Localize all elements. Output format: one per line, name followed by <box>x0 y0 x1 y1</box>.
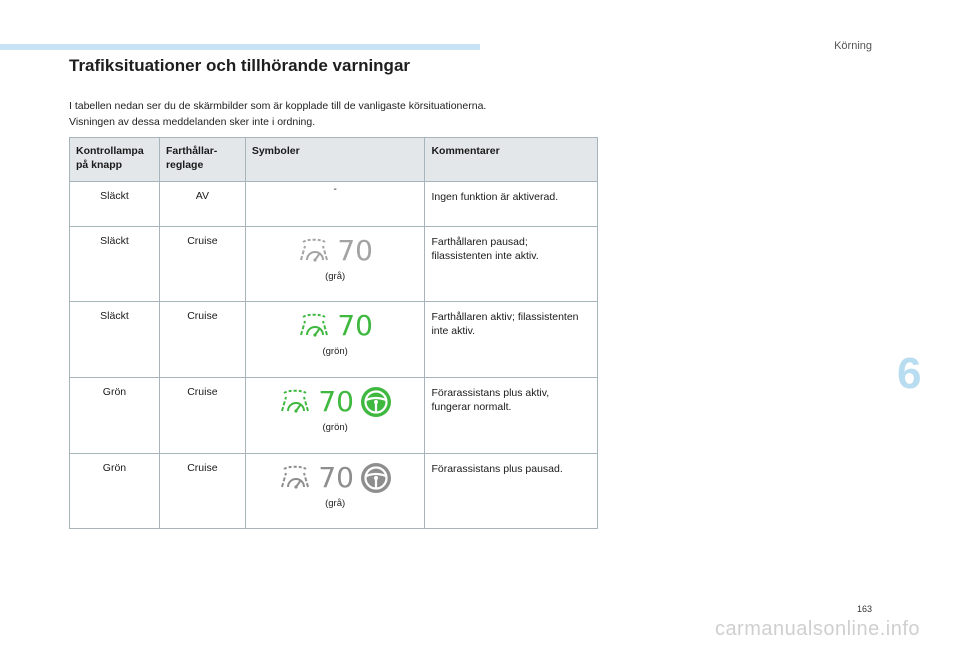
speed-value: 70 <box>318 461 354 494</box>
intro-line-2: Visningen av dessa meddelanden sker inte i ordning. <box>69 116 316 128</box>
cell-symbol <box>245 378 425 454</box>
cell-lamp: Släckt <box>70 182 160 227</box>
speedometer-icon <box>278 465 312 491</box>
speedometer-icon <box>278 389 312 415</box>
intro-text <box>69 98 629 130</box>
table-row <box>70 227 598 302</box>
header-control: Farthållar-reglage <box>159 138 245 182</box>
cell-lamp: Grön <box>70 454 160 529</box>
cell-comment: Farthållaren pausad; filassistenten inte aktiv. <box>425 227 598 302</box>
warnings-table <box>69 137 598 529</box>
speedometer-icon <box>297 238 331 264</box>
cell-control: Cruise <box>159 378 245 454</box>
cell-comment: Förarassistans plus aktiv, fungerar normalt. <box>425 378 598 454</box>
chapter-number: 6 <box>897 349 922 398</box>
table-row <box>70 378 598 454</box>
cell-lamp: Släckt <box>70 302 160 378</box>
color-caption: (grön) <box>322 422 348 433</box>
steering-wheel-icon <box>360 462 392 494</box>
header-lamp: Kontrollampa på knapp <box>70 138 160 182</box>
cell-lamp: Släckt <box>70 227 160 302</box>
footer-watermark-logo: carmanualsonline.info <box>714 618 920 640</box>
cell-comment: Farthållaren aktiv; filassistenten inte aktiv. <box>425 302 598 378</box>
color-caption: (grön) <box>322 346 348 357</box>
cell-comment: Förarassistans plus pausad. <box>425 454 598 529</box>
cell-symbol <box>245 454 425 529</box>
steering-wheel-icon <box>360 386 392 418</box>
speed-value: 70 <box>318 385 354 418</box>
cell-symbol <box>245 227 425 302</box>
intro-line-1: I tabellen nedan ser du de skärmbilder som är kopplade till de vanligaste körsituationerna. <box>69 100 487 112</box>
cell-comment: Ingen funktion är aktiverad. <box>425 182 598 227</box>
cell-control: Cruise <box>159 227 245 302</box>
table-row <box>70 302 598 378</box>
table-row <box>70 454 598 529</box>
cell-control: Cruise <box>159 454 245 529</box>
no-symbol-dash: - <box>333 184 337 195</box>
header-symbols: Symboler <box>245 138 425 182</box>
table-row <box>70 182 598 227</box>
cell-lamp: Grön <box>70 378 160 454</box>
table-header-row <box>70 138 598 182</box>
cell-control: Cruise <box>159 302 245 378</box>
cell-control: AV <box>159 182 245 227</box>
speed-value: 70 <box>337 309 373 342</box>
page-number: 163 <box>856 604 872 614</box>
speedometer-icon <box>297 313 331 339</box>
header-comments: Kommentarer <box>425 138 598 182</box>
cell-symbol <box>245 182 425 227</box>
page-title: Trafiksituationer och tillhörande varningar <box>69 56 411 75</box>
section-name: Körning <box>834 40 872 52</box>
cell-symbol <box>245 302 425 378</box>
top-accent-bar <box>0 44 480 50</box>
speed-value: 70 <box>337 234 373 267</box>
color-caption: (grå) <box>325 498 346 509</box>
color-caption: (grå) <box>325 271 346 282</box>
